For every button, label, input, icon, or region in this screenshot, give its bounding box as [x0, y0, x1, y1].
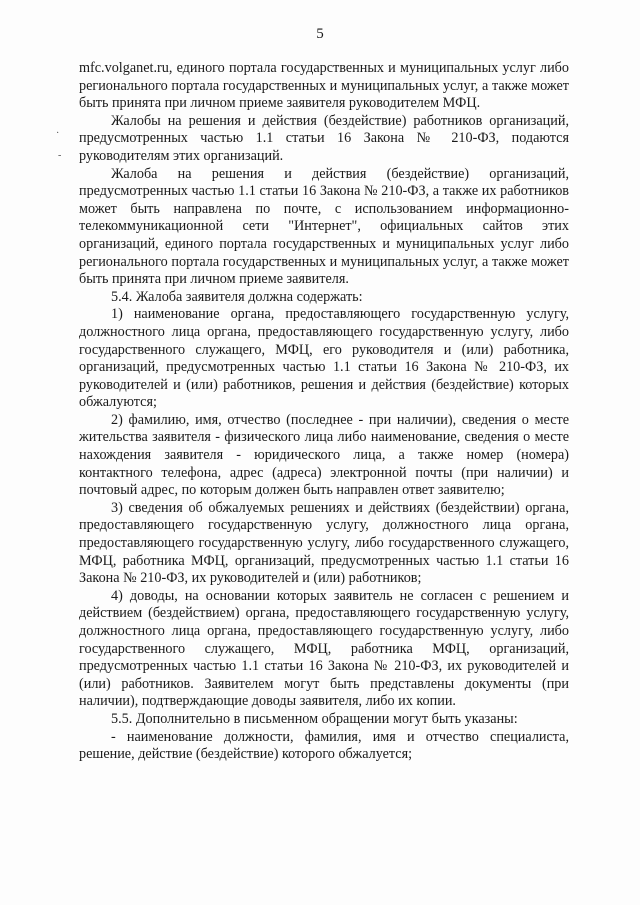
paragraph: 2) фамилию, имя, отчество (последнее - при наличии), сведения о месте жительства заявителя - физического лица либо наименование, сведения о месте нахождения заявителя - юридического лица, а также номер (номера) контактного телефона, адрес (адреса) электронной почты (при наличии) и почтовый адрес, по которым должен быть направлен ответ заявителю; — [79, 411, 569, 499]
paragraph: Жалоба на решения и действия (бездействие) организаций, предусмотренных частью 1.1 статьи 16 Закона № 210-ФЗ, а также их работников может быть направлена по почте, с использованием информационно-телекоммуникационной сети "Интернет", официальных сайтов этих организаций, единого портала государственных и муниципальных услуг либо регионального портала государственных и муниципальных услуг, а также может быть принята при личном приеме заявителя. — [79, 165, 569, 288]
paragraph: 5.5. Дополнительно в письменном обращении могут быть указаны: — [111, 710, 518, 727]
document-body — [79, 60, 569, 764]
margin-mark: - — [58, 150, 62, 161]
paragraph: 5.4. Жалоба заявителя должна содержать: — [111, 288, 363, 305]
paragraph: - наименование должности, фамилия, имя и отчество специалиста, решение, действие (бездействие) которого обжалуется; — [79, 728, 569, 763]
paragraph: 4) доводы, на основании которых заявитель не согласен с решением и действием (бездействием) органа, предоставляющего государственную услугу, должностного лица органа, предоставляющего государственную услугу, либо государственного служащего, МФЦ, работника МФЦ, организаций, предусмотренных частью 1.1 статьи 16 Закона № 210-ФЗ, их руководителей и (или) работников. Заявителем могут быть представлены документы (при наличии), подтверждающие доводы заявителя, либо их копии. — [79, 587, 569, 710]
paragraph: 1) наименование органа, предоставляющего государственную услугу, должностного лица органа, предоставляющего государственную услугу, либо государственного служащего, МФЦ, его руководителя и (или) работника, организаций, предусмотренных частью 1.1 статьи 16 Закона № 210-ФЗ, их руководителей и (или) работников, решения и действия (бездействие) которых обжалуются; — [79, 306, 569, 411]
paragraph: 3) сведения об обжалуемых решениях и действиях (бездействии) органа, предоставляющего государственную услугу, должностного лица органа, предоставляющего государственную услугу, либо государственного служащего, МФЦ, работника МФЦ, организаций, предусмотренных частью 1.1 статьи 16 Закона № 210-ФЗ, их руководителей и (или) работников; — [79, 499, 569, 587]
paragraph: mfc.volganet.ru, единого портала государственных и муниципальных услуг либо регионального портала государственных и муниципальных услуг, а также может быть принята при личном приеме заявителя руководителем МФЦ. — [79, 60, 569, 112]
paragraph: Жалобы на решения и действия (бездействие) работников организаций, предусмотренных частью 1.1 статьи 16 Закона № 210-ФЗ, подаются руководителям этих организаций. — [79, 112, 569, 164]
page-number: 5 — [316, 26, 324, 42]
margin-mark: · — [56, 128, 60, 139]
